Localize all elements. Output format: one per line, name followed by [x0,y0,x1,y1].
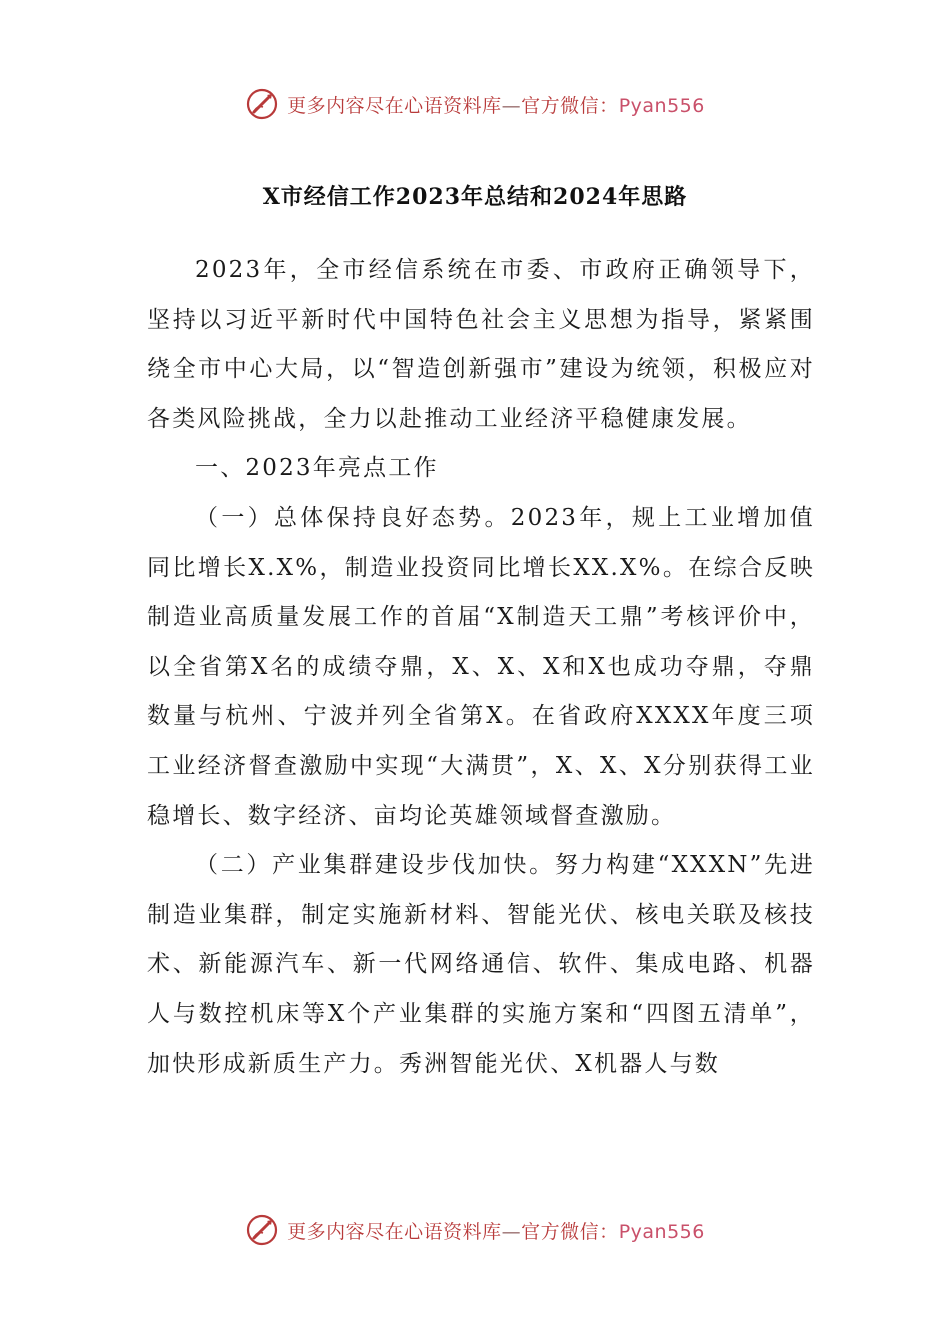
document-title: X市经信工作2023年总结和2024年思路 [262,184,688,210]
logo-icon [245,87,279,121]
paragraph-intro: 2023年，全市经信系统在市委、市政府正确领导下，坚持以习近平新时代中国特色社会主义思想为指导，紧紧围绕全市中心大局，以“智造创新强市”建设为统领，积极应对各类风险挑战，全力以赴推动工业经济平稳健康发展。 [147,257,815,432]
watermark-official: 官方微信： [521,94,619,117]
watermark-official: 官方微信： [521,1220,619,1243]
section-heading: 一、2023年亮点工作 [195,455,439,482]
paragraph-industry-cluster: （二）产业集群建设步伐加快。努力构建“XXXN”先进制造业集群，制定实施新材料、智能光伏、核电关联及核技术、新能源汽车、新一代网络通信、软件、集成电路、机器人与数控机床等X个产业集群的实施方案和“四图五清单”，加快形成新质生产力。秀洲智能光伏、X机器人与数 [147,852,815,1077]
watermark-separator: — [501,1220,522,1243]
logo-icon [245,1213,279,1247]
watermark-text [287,1217,705,1244]
watermark-account: Pyan556 [618,1220,705,1243]
document-body [147,246,815,1089]
watermark-footer [0,1208,950,1252]
watermark-site: 更多内容尽在心语资料库 [287,94,502,117]
paragraph-overall: （一）总体保持良好态势。2023年，规上工业增加值同比增长X.X%，制造业投资同比增长XX.X%。在综合反映制造业高质量发展工作的首届“X制造天工鼎”考核评价中，以全省第X名的成绩夺鼎，X、X、X和X也成功夺鼎，夺鼎数量与杭州、宁波并列全省第X。在省政府XXXX年度三项工业经济督查激励中实现“大满贯”，X、X、X分别获得工业稳增长、数字经济、亩均论英雄领域督查激励。 [147,504,815,829]
watermark-account: Pyan556 [618,94,705,117]
watermark-separator: — [501,94,522,117]
watermark-site: 更多内容尽在心语资料库 [287,1220,502,1243]
watermark-header [0,82,950,126]
watermark-text [287,91,705,118]
